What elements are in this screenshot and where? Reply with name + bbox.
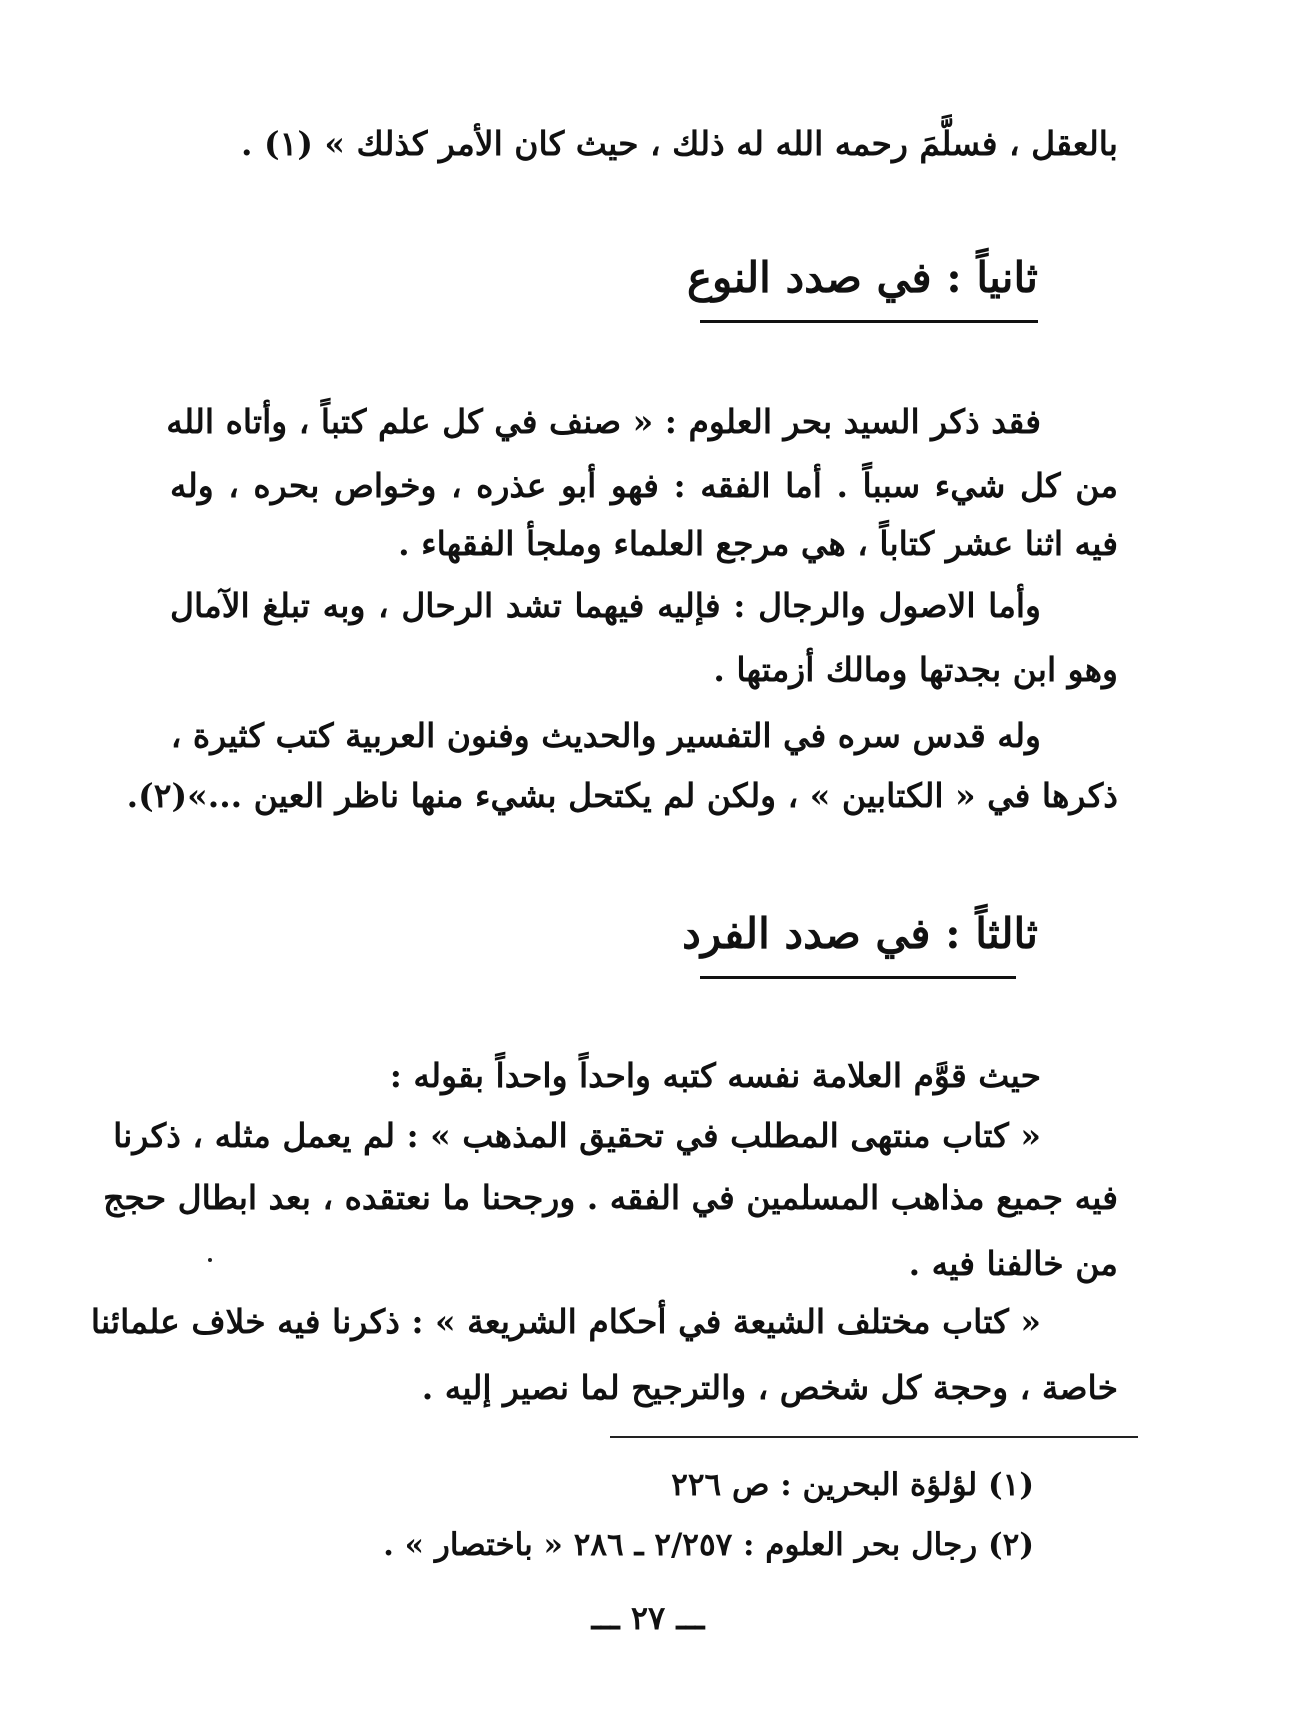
text-line-13: « كتاب مختلف الشيعة في أحكام الشريعة » : ذكرنا فيه خلاف علمائنا	[90, 1302, 1041, 1341]
text-line-5: وأما الاصول والرجال : فإليه فيهما تشد الرحال ، وبه تبلغ الآمال	[170, 586, 1041, 625]
text-line-1: بالعقل ، فسلَّمَ رحمه الله له ذلك ، حيث كان الأمر كذلك » (١) .	[240, 124, 1118, 163]
heading-underline	[700, 320, 1038, 323]
page-number: ـــ ٢٧ ـــ	[591, 1599, 705, 1637]
text-line-3: من كل شيء سبباً . أما الفقه : فهو أبو عذره ، وخواص بحره ، وله	[170, 466, 1118, 505]
text-line-4: فيه اثنا عشر كتاباً ، هي مرجع العلماء وملجأ الفقهاء .	[398, 524, 1118, 563]
text-line-10: « كتاب منتهى المطلب في تحقيق المذهب » : لم يعمل مثله ، ذكرنا	[113, 1116, 1041, 1155]
text-line-9: حيث قوَّم العلامة نفسه كتبه واحداً واحداً بقوله :	[389, 1056, 1041, 1095]
section-heading-individual: ثالثاً : في صدد الفرد	[682, 909, 1038, 958]
text-line-11: فيه جميع مذاهب المسلمين في الفقه . ورجحنا ما نعتقده ، بعد ابطال حجج	[103, 1178, 1118, 1217]
footnote-divider	[610, 1436, 1138, 1438]
text-line-8: ذكرها في « الكتابين » ، ولكن لم يكتحل بشيء منها ناظر العين ...»(٢).	[126, 776, 1118, 815]
section-heading-type: ثانياً : في صدد النوع	[686, 253, 1038, 302]
text-line-6: وهو ابن بجدتها ومالك أزمتها .	[713, 650, 1118, 689]
text-line-14: خاصة ، وحجة كل شخص ، والترجيح لما نصير إليه .	[421, 1368, 1118, 1407]
text-line-2: فقد ذكر السيد بحر العلوم : « صنف في كل علم كتباً ، وأتاه الله	[166, 402, 1041, 441]
ink-speck	[208, 1258, 212, 1262]
heading-underline	[700, 976, 1016, 979]
text-line-7: وله قدس سره في التفسير والحديث وفنون العربية كتب كثيرة ،	[170, 716, 1041, 755]
footnote-1: (١) لؤلؤة البحرين : ص ٢٢٦	[671, 1467, 1034, 1503]
text-line-12: من خالفنا فيه .	[908, 1244, 1118, 1283]
footnote-2: (٢) رجال بحر العلوم : ٢/٢٥٧ ـ ٢٨٦ « باختصار » .	[383, 1527, 1034, 1563]
